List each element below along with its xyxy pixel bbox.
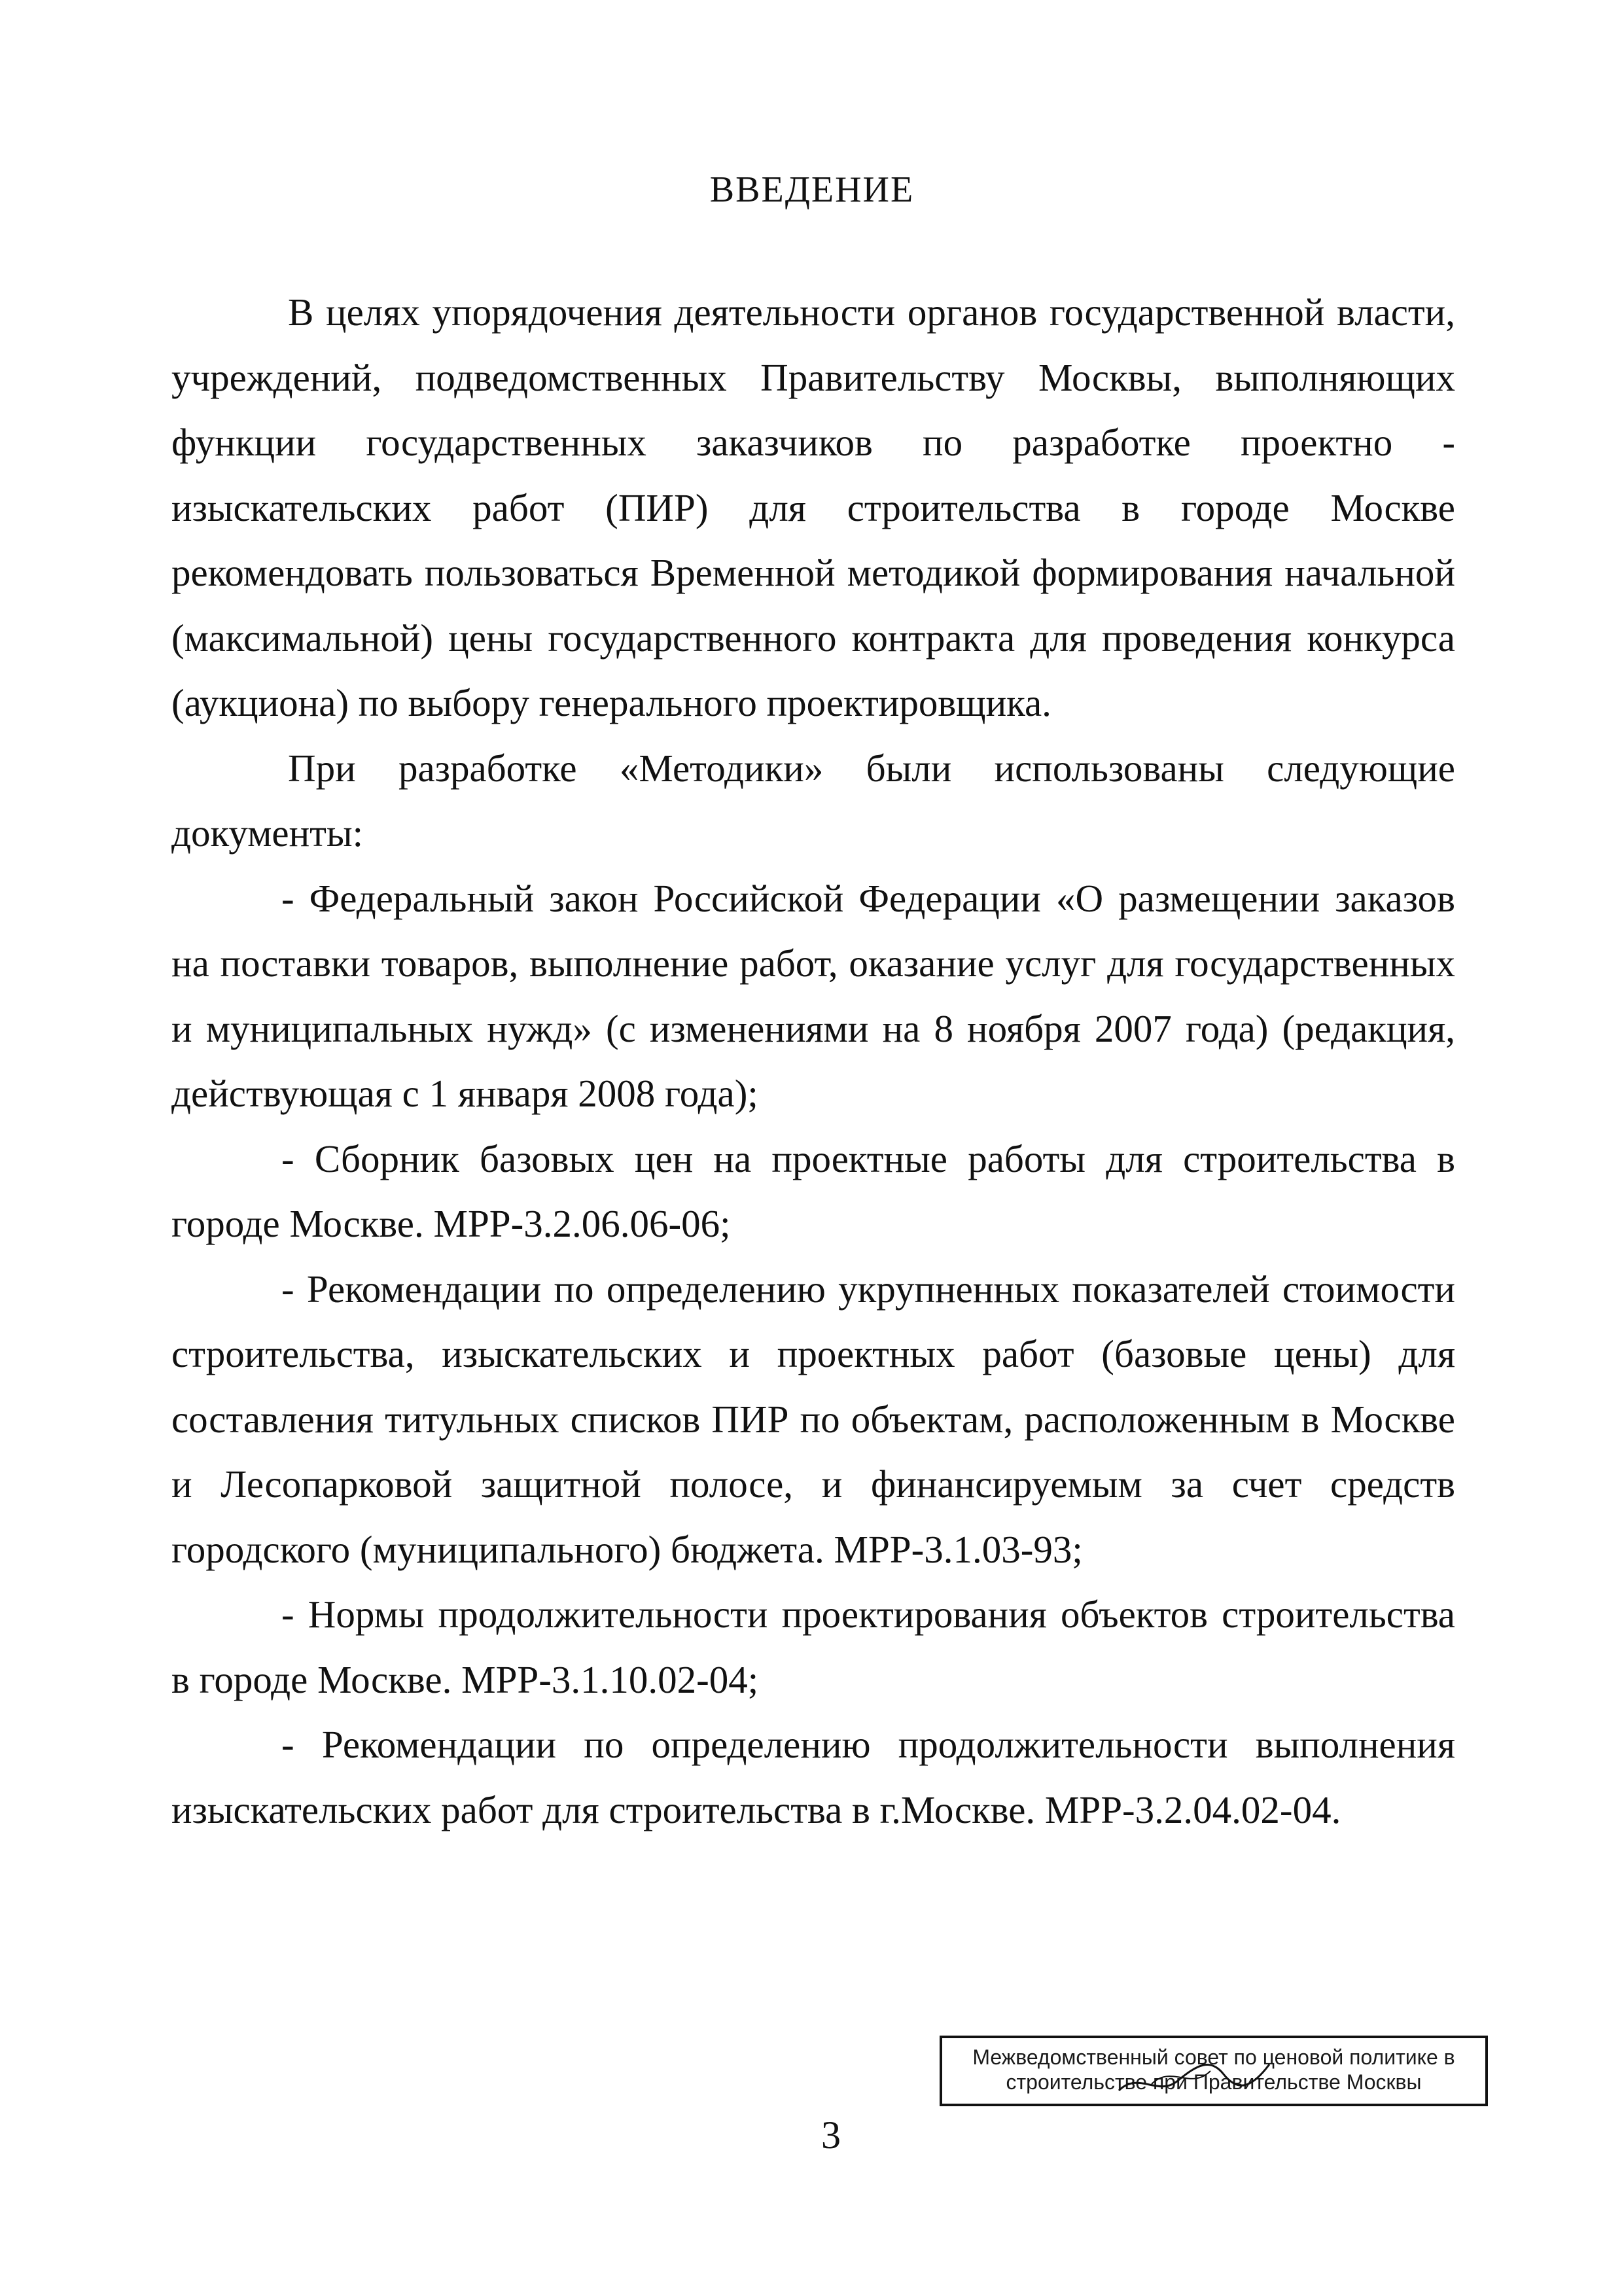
paragraph-intro: В целях упорядочения деятельности органов государственной власти, учреждений, подведомственных Правительству Москвы, выполняющих функции государственных заказчиков по разработке проектно - изыскательских работ (ПИР) для строительства в городе Москве рекомендовать пользоваться Временной методикой формирования начальной (максимальной) цены государственного контракта для проведения конкурса (аукциона) по выбору генерального проектировщика. (171, 291, 1455, 724)
list-item-survey-duration: - Рекомендации по определению продолжительности выполнения изыскательских работ для строительства в г.Москве. МРР-3.2.04.02-04. (171, 1723, 1455, 1831)
page-title: ВВЕДЕНИЕ (709, 169, 915, 210)
page-number: 3 (821, 2113, 841, 2157)
list-item-design-duration: - Нормы продолжительности проектирования объектов строительства в городе Москве. МРР-3.1.10.02-04; (171, 1593, 1455, 1701)
paragraph-sources: При разработке «Методики» были использованы следующие документы: (171, 746, 1455, 855)
signature-icon (1112, 2045, 1282, 2104)
list-item-base-prices: - Сборник базовых цен на проектные работы для строительства в городе Москве. МРР-3.2.06.06-06; (171, 1137, 1455, 1245)
approval-stamp (940, 2036, 1488, 2106)
stamp-line-2: строительстве при Правительстве Москвы (1006, 2070, 1422, 2094)
stamp-line-1: Межведомственный совет по ценовой политике в (972, 2045, 1455, 2069)
document-body (171, 280, 1455, 1843)
list-item-recommendations-cost: - Рекомендации по определению укрупненных показателей стоимости строительства, изыскательских и проектных работ (базовые цены) для составления титульных списков ПИР по объектам, расположенным в Москве и Лесопарковой защитной полосе, и финансируемым за счет средств городского (муниципального) бюджета. МРР-3.1.03-93; (171, 1267, 1455, 1571)
list-item-federal-law: - Федеральный закон Российской Федерации «О размещении заказов на поставки товаров, выполнение работ, оказание услуг для государственных и муниципальных нужд» (с изменениями на 8 ноября 2007 года) (редакция, действующая с 1 января 2008 года); (171, 876, 1455, 1115)
